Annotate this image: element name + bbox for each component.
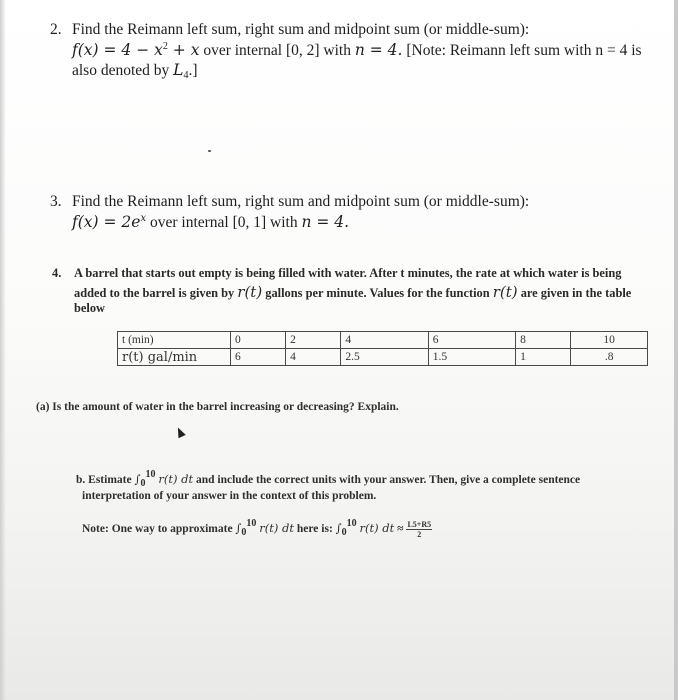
- fraction-numerator: L5+R5: [407, 520, 432, 529]
- n-value: n = 4.: [301, 213, 350, 231]
- page-shadow: [0, 0, 6, 700]
- interval-text: over internal [0, 2] with: [199, 42, 355, 59]
- question-text-line2: [72, 41, 642, 60]
- question-text-line3: below: [74, 301, 105, 315]
- question-number: 3.: [50, 193, 62, 210]
- table-cell: 10: [571, 332, 648, 349]
- table-cell: 6: [428, 332, 515, 349]
- table-cell: 1: [516, 349, 571, 366]
- question-text-line3: [72, 61, 198, 80]
- rate-function: r(t): [492, 283, 518, 301]
- function-expr-tail: + x: [167, 41, 200, 59]
- part-b-line1: [76, 469, 581, 489]
- part-b-note: [82, 520, 432, 539]
- integrand: r(t) dt: [259, 521, 295, 536]
- fraction: [406, 520, 432, 539]
- question-text-line1: Find the Reimann left sum, right sum and midpoint sum (or middle-sum):: [72, 193, 530, 210]
- table-row-time: [118, 332, 648, 349]
- question-number: 2.: [50, 21, 62, 38]
- integral-sign: ∫: [235, 521, 242, 536]
- question-2: [50, 21, 670, 81]
- table-cell: .8: [571, 349, 648, 366]
- page-edge: [674, 0, 678, 700]
- function-expr: f(x) = 4 − x: [72, 41, 163, 59]
- function-expr: f(x) = 2e: [72, 213, 141, 231]
- text: gallons per minute. Values for the function: [262, 286, 493, 300]
- integral-sign: ∫: [335, 521, 342, 536]
- rate-table: [117, 331, 648, 366]
- text: here is:: [294, 523, 336, 536]
- table-cell: 2.5: [341, 349, 428, 366]
- integral-lower: 0: [140, 478, 146, 489]
- text: b. Estimate: [76, 474, 135, 486]
- question-3: [50, 193, 670, 233]
- table-cell: 6: [231, 349, 286, 366]
- integral-upper: 10: [145, 469, 156, 480]
- table-cell: 1.5: [428, 349, 515, 366]
- table-cell: 4: [341, 332, 428, 349]
- question-number: 4.: [52, 266, 62, 280]
- note-text: [Note: Reimann left sum with n = 4 is: [402, 42, 642, 59]
- interval-text: over internal [0, 1] with: [146, 214, 302, 231]
- table-header-rate: r(t) gal/min: [118, 349, 231, 366]
- question-text-line2: [72, 213, 349, 232]
- text: and include the correct units with your answer. Then, give a complete sentence: [193, 474, 581, 486]
- table-cell: 2: [286, 332, 341, 349]
- integral-sign: ∫: [134, 472, 141, 486]
- integrand: r(t) dt: [359, 521, 395, 536]
- text: added to the barrel is given by: [74, 286, 238, 300]
- pen-mark: [208, 150, 211, 152]
- table-cell: 4: [286, 349, 341, 366]
- integral-upper: 10: [246, 518, 257, 530]
- integral-lower: 0: [341, 527, 347, 539]
- integral-lower: 0: [241, 527, 247, 539]
- question-text-line1: Find the Reimann left sum, right sum and midpoint sum (or middle-sum):: [72, 21, 530, 38]
- integral-upper: 10: [346, 518, 357, 530]
- integrand: r(t) dt: [158, 472, 194, 486]
- part-b-line2: interpretation of your answer in the context of this problem.: [82, 490, 377, 502]
- exponent: x: [140, 213, 147, 224]
- question-text-line1: A barrel that starts out empty is being filled with water. After t minutes, the rate at which water is being: [74, 266, 622, 280]
- table-row-rate: [118, 349, 648, 366]
- rate-function: r(t): [237, 283, 263, 301]
- text: are given in the table: [517, 286, 632, 300]
- exponent: 2: [162, 41, 168, 52]
- question-4: [52, 266, 662, 326]
- l-symbol: L: [173, 61, 184, 79]
- note-text-tail: also denoted by: [72, 62, 174, 79]
- approx-symbol: ≈: [397, 523, 404, 536]
- table-cell: 8: [516, 332, 571, 349]
- question-text-line2: [74, 283, 631, 301]
- n-value: n = 4.: [354, 41, 403, 59]
- l-subscript: 4: [183, 70, 189, 81]
- table-cell: 0: [231, 332, 286, 349]
- fraction-denominator: 2: [417, 530, 422, 539]
- note-close: .]: [188, 62, 198, 79]
- table-header-time: t (min): [118, 332, 231, 349]
- text: Note: One way to approximate: [82, 523, 236, 536]
- part-a-question: (a) Is the amount of water in the barrel increasing or decreasing? Explain.: [36, 401, 399, 413]
